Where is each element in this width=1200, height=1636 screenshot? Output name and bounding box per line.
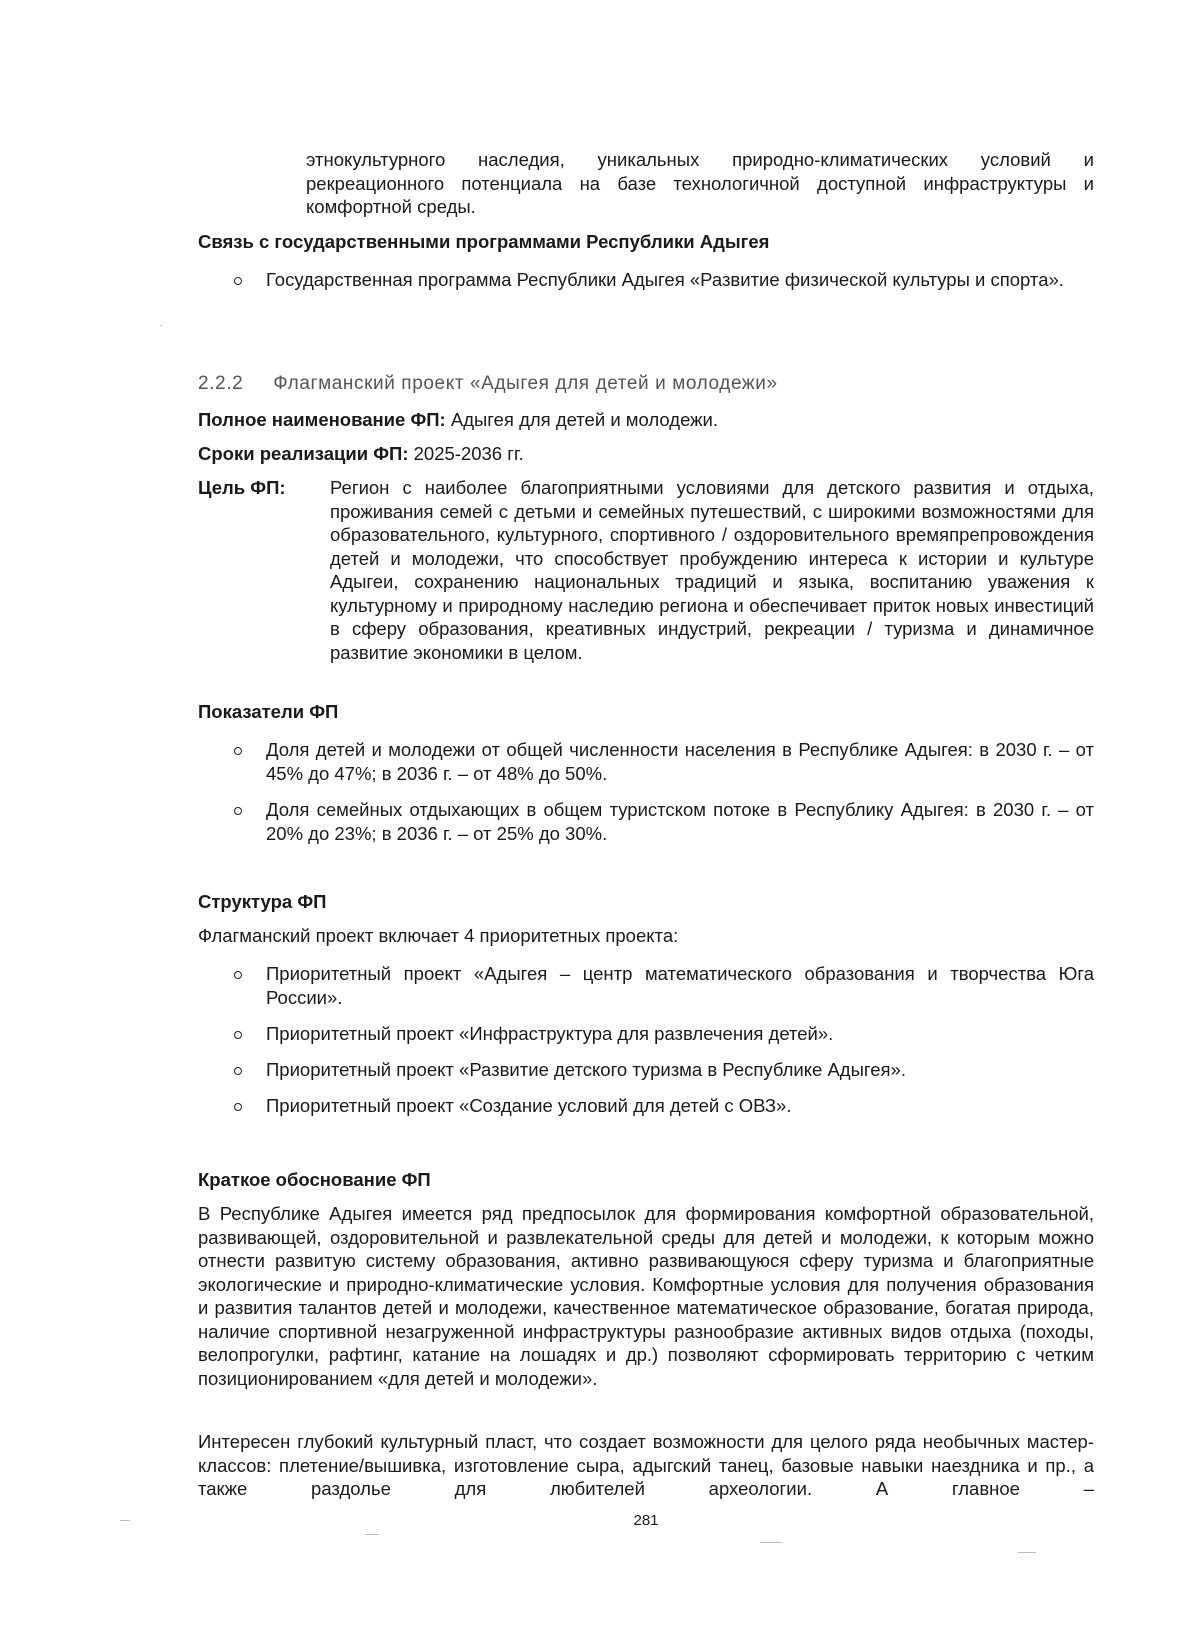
rationale-paragraph: В Республике Адыгея имеется ряд предпосылок для формирования комфортной образовательной, развивающей, оздоровительной и развлекательной среды для детей и молодежи, к которым можно отнести развитую систему образования, активно развивающуюся сферу туризма и благоприятные экологические и природно-климатические условия. Комфортные условия для получения образования и развития талантов детей и молодежи, качественное математическое образование, богатая природа, наличие спортивной незагруженной инфраструктуры разнообразие активных видов отдыха (походы, велопрогулки, рафтинг, катание на лошадях и др.) позволяют сформировать территорию с четким позиционированием «для детей и молодежи». <box>198 1203 1094 1389</box>
bullet-icon <box>234 277 242 285</box>
structure-item-text: Приоритетный проект «Развитие детского туризма в Республике Адыгея». <box>266 1059 906 1080</box>
structure-item-text: Приоритетный проект «Инфраструктура для развлечения детей». <box>266 1023 834 1044</box>
bullet-icon <box>234 1031 242 1039</box>
goal-label: Цель ФП: <box>198 477 286 498</box>
rationale-heading: Краткое обоснование ФП <box>198 1169 431 1190</box>
section-number: 2.2.2 <box>198 373 244 394</box>
structure-heading: Структура ФП <box>198 891 327 912</box>
indicator-text: Доля детей и молодежи от общей численности населения в Республике Адыгея: в 2030 г. – от 45% до 47%; в 2036 г. – от 48% до 50%. <box>266 739 1094 784</box>
terms-value: 2025-2036 гг. <box>413 443 524 464</box>
bullet-icon <box>234 971 242 979</box>
bullet-icon <box>234 807 242 815</box>
intro-continuation: этнокультурного наследия, уникальных природно-климатических условий и рекреационного потенциала на базе технологичной доступной инфраструктуры и комфортной среды. <box>306 149 1094 217</box>
full-name-value: Адыгея для детей и молодежи. <box>450 409 719 430</box>
section-title <box>198 372 778 396</box>
page-number: 281 <box>633 1512 659 1529</box>
indicators-heading: Показатели ФП <box>198 701 339 722</box>
scan-speck <box>120 1520 130 1521</box>
scan-speck <box>160 325 162 326</box>
full-name-line <box>198 408 1094 432</box>
bullet-icon <box>234 747 242 755</box>
structure-item-text: Приоритетный проект «Адыгея – центр математического образования и творчества Юга России». <box>266 963 1094 1008</box>
bullet-icon <box>234 1067 242 1075</box>
goal-text: Регион с наиболее благоприятными условиями для детского развития и отдыха, проживания семей с детьми и семейных путешествий, с широкими возможностями для образовательного, культурного, спортивного / оздоровительного времяпрепровождения детей и молодежи, что способствует пробуждению интереса к истории и культуре Адыгеи, сохранению национальных традиций и языка, воспитанию уважения к культурному и природному наследию региона и обеспечивает приток новых инвестиций в сферу образования, креативных индустрий, рекреации / туризма и динамичное развитие экономики в целом. <box>330 477 1094 663</box>
scan-speck <box>1018 1552 1036 1553</box>
rationale-paragraph: Интересен глубокий культурный пласт, что создает возможности для целого ряда необычных мастер-классов: плетение/вышивка, изготовление сыра, адыгский танец, базовые навыки наездника и пр., а также раздолье для любителей археологии. А главное – <box>198 1431 1094 1499</box>
terms-label: Сроки реализации ФП: <box>198 443 409 464</box>
bullet-icon <box>234 1103 242 1111</box>
indicator-text: Доля семейных отдыхающих в общем туристском потоке в Республику Адыгея: в 2030 г. – от 20% до 23%; в 2036 г. – от 25% до 30%. <box>266 799 1094 844</box>
structure-item-text: Приоритетный проект «Создание условий для детей с ОВЗ». <box>266 1095 792 1116</box>
scan-speck <box>760 1542 782 1543</box>
full-name-label: Полное наименование ФП: <box>198 409 446 430</box>
structure-intro: Флагманский проект включает 4 приоритетных проекта: <box>198 925 679 946</box>
terms-line <box>198 442 1094 466</box>
scan-speck <box>365 1534 379 1535</box>
state-programs-heading: Связь с государственными программами Республики Адыгея <box>198 231 770 252</box>
state-program-text: Государственная программа Республики Адыгея «Развитие физической культуры и спорта». <box>266 269 1064 290</box>
section-name: Флагманский проект «Адыгея для детей и молодежи» <box>273 373 778 394</box>
